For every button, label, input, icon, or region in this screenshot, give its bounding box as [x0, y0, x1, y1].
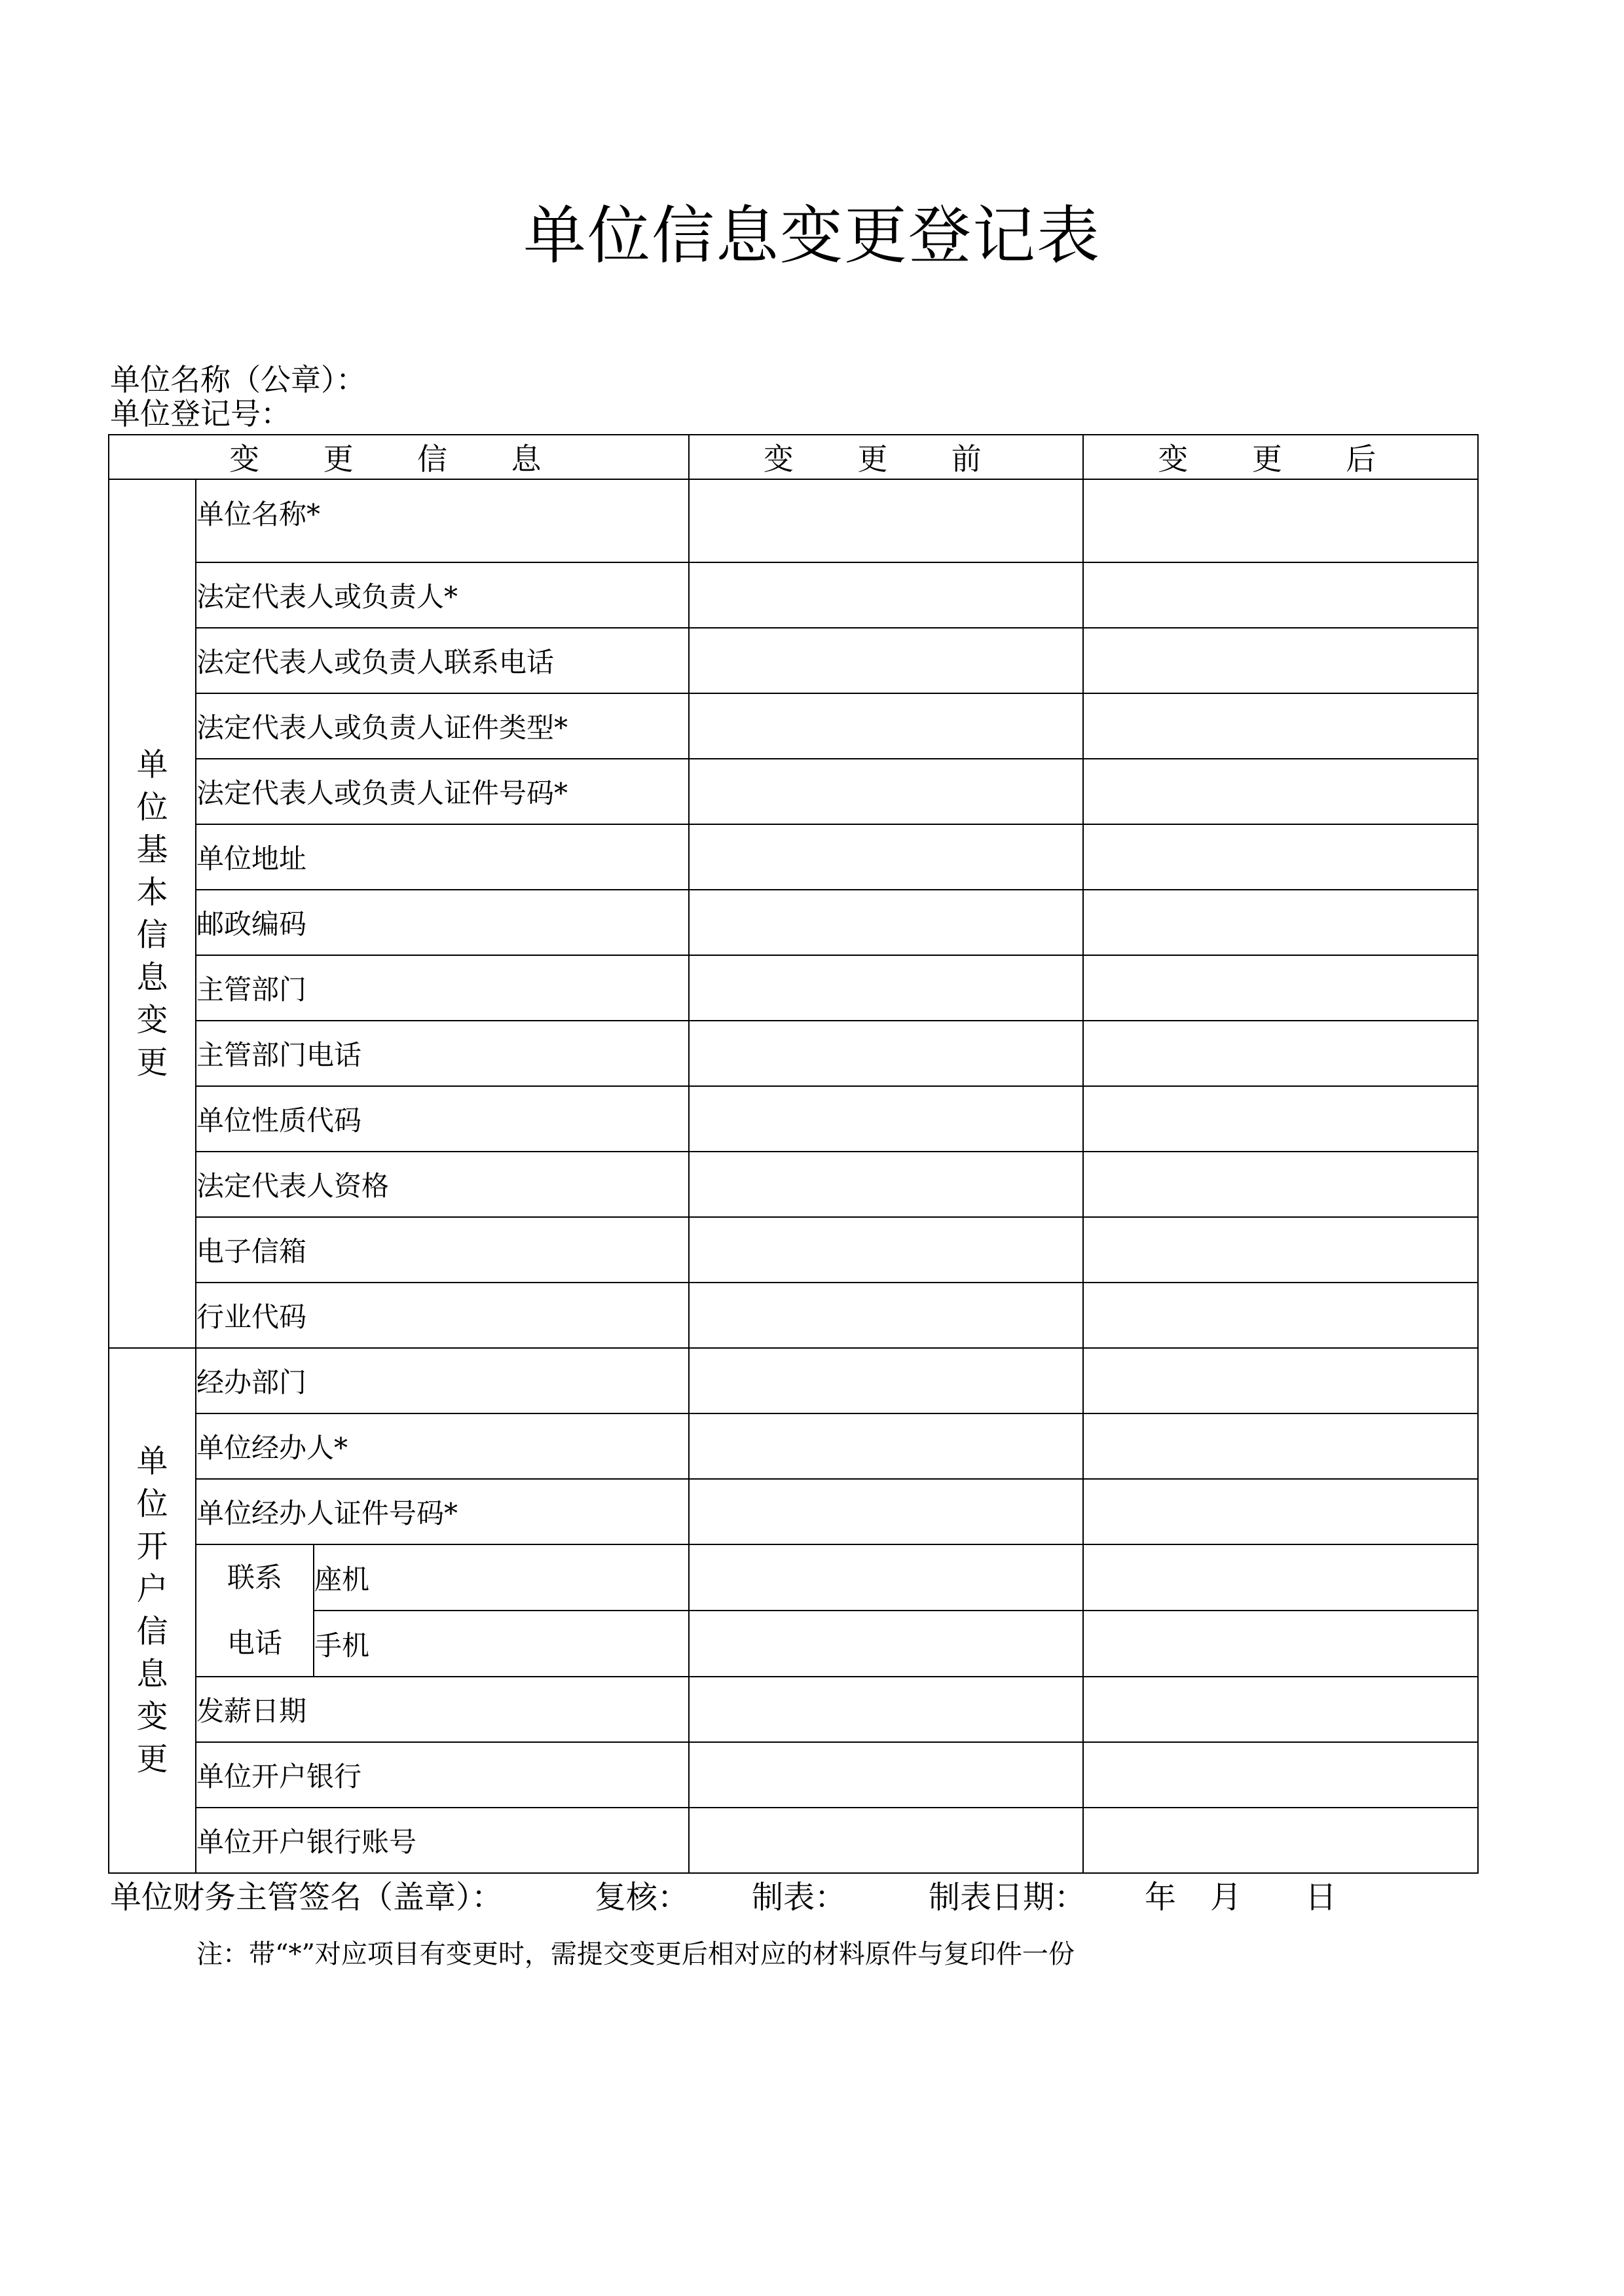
before-cell[interactable] [689, 759, 1083, 824]
item-label: 法定代表人或负责人证件号码* [196, 759, 689, 824]
before-cell[interactable] [689, 1808, 1083, 1873]
table-row [109, 890, 1478, 955]
group-basic-info-label: 单位基本信息变更 [109, 479, 196, 1348]
table-row [109, 1217, 1478, 1283]
table-row [109, 693, 1478, 759]
before-cell[interactable] [689, 1544, 1083, 1611]
item-label: 单位名称* [196, 479, 689, 562]
review-label: 复核： [595, 1879, 690, 1916]
before-cell[interactable] [689, 1217, 1083, 1283]
year-label: 年 [1145, 1879, 1177, 1916]
contact-phone-label: 联系 电话 [196, 1544, 314, 1677]
registration-number-label: 单位登记号： [110, 396, 291, 431]
finance-sign-label: 单位财务主管签名（盖章）： [110, 1879, 504, 1916]
item-label: 单位开户银行 [196, 1742, 689, 1808]
after-cell[interactable] [1083, 1021, 1478, 1086]
after-cell[interactable] [1083, 1413, 1478, 1479]
after-cell[interactable] [1083, 759, 1478, 824]
before-cell[interactable] [689, 1479, 1083, 1544]
after-cell[interactable] [1083, 479, 1478, 562]
prepared-by-label: 制表： [752, 1879, 847, 1916]
table-row [109, 1479, 1478, 1544]
before-cell[interactable] [689, 479, 1083, 562]
table-row [109, 1677, 1478, 1742]
before-cell[interactable] [689, 562, 1083, 628]
after-cell[interactable] [1083, 1677, 1478, 1742]
after-cell[interactable] [1083, 1611, 1478, 1677]
before-cell[interactable] [689, 1413, 1083, 1479]
change-registration-table [108, 434, 1479, 1874]
table-row [109, 1611, 1478, 1677]
table-row [109, 1544, 1478, 1611]
after-cell[interactable] [1083, 1742, 1478, 1808]
item-label: 法定代表人或负责人证件类型* [196, 693, 689, 759]
item-label: 法定代表人或负责人联系电话 [196, 628, 689, 693]
item-label: 经办部门 [196, 1348, 689, 1413]
before-cell[interactable] [689, 1021, 1083, 1086]
after-cell[interactable] [1083, 890, 1478, 955]
table-row [109, 628, 1478, 693]
table-row [109, 479, 1478, 562]
mobile-label: 手机 [314, 1611, 689, 1677]
item-label: 单位地址 [196, 824, 689, 890]
table-row [109, 1348, 1478, 1413]
item-label: 主管部门 [196, 955, 689, 1021]
table-row [109, 1808, 1478, 1873]
table-row [109, 759, 1478, 824]
before-cell[interactable] [689, 1677, 1083, 1742]
after-cell[interactable] [1083, 1086, 1478, 1152]
after-cell[interactable] [1083, 628, 1478, 693]
header-change-info: 变 更 信 息 [109, 435, 689, 479]
before-cell[interactable] [689, 1152, 1083, 1217]
table-row [109, 1413, 1478, 1479]
after-cell[interactable] [1083, 1479, 1478, 1544]
item-label: 单位经办人* [196, 1413, 689, 1479]
after-cell[interactable] [1083, 693, 1478, 759]
item-label: 邮政编码 [196, 890, 689, 955]
after-cell[interactable] [1083, 1544, 1478, 1611]
table-row [109, 562, 1478, 628]
prepared-date-label: 制表日期： [929, 1879, 1086, 1916]
before-cell[interactable] [689, 1742, 1083, 1808]
table-header-row [109, 435, 1478, 479]
item-label: 单位经办人证件号码* [196, 1479, 689, 1544]
after-cell[interactable] [1083, 824, 1478, 890]
month-label: 月 [1210, 1879, 1242, 1916]
table-row [109, 1152, 1478, 1217]
item-label: 行业代码 [196, 1283, 689, 1348]
after-cell[interactable] [1083, 955, 1478, 1021]
signature-footer [110, 1878, 1538, 1917]
before-cell[interactable] [689, 628, 1083, 693]
item-label: 发薪日期 [196, 1677, 689, 1742]
item-label: 电子信箱 [196, 1217, 689, 1283]
day-label: 日 [1305, 1879, 1337, 1916]
after-cell[interactable] [1083, 1808, 1478, 1873]
header-after: 变 更 后 [1083, 435, 1478, 479]
table-row [109, 955, 1478, 1021]
unit-name-label: 单位名称（公章）： [110, 362, 366, 397]
header-before: 变 更 前 [689, 435, 1083, 479]
before-cell[interactable] [689, 824, 1083, 890]
table-row [109, 1742, 1478, 1808]
form-title: 单位信息变更登记表 [523, 199, 1101, 272]
before-cell[interactable] [689, 890, 1083, 955]
after-cell[interactable] [1083, 1283, 1478, 1348]
before-cell[interactable] [689, 1086, 1083, 1152]
item-label: 法定代表人资格 [196, 1152, 689, 1217]
before-cell[interactable] [689, 1283, 1083, 1348]
table-row [109, 1021, 1478, 1086]
after-cell[interactable] [1083, 1217, 1478, 1283]
item-label: 单位开户银行账号 [196, 1808, 689, 1873]
item-label: 主管部门电话 [196, 1021, 689, 1086]
footnote: 注：带“*”对应项目有变更时，需提交变更后相对应的材料原件与复印件一份 [196, 1939, 1075, 1969]
before-cell[interactable] [689, 693, 1083, 759]
before-cell[interactable] [689, 1348, 1083, 1413]
landline-label: 座机 [314, 1544, 689, 1611]
before-cell[interactable] [689, 1611, 1083, 1677]
group-account-info-label: 单位开户信息变更 [109, 1348, 196, 1873]
table-row [109, 1283, 1478, 1348]
after-cell[interactable] [1083, 562, 1478, 628]
after-cell[interactable] [1083, 1348, 1478, 1413]
item-label: 单位性质代码 [196, 1086, 689, 1152]
table-row [109, 824, 1478, 890]
item-label: 法定代表人或负责人* [196, 562, 689, 628]
table-row [109, 1086, 1478, 1152]
before-cell[interactable] [689, 955, 1083, 1021]
after-cell[interactable] [1083, 1152, 1478, 1217]
